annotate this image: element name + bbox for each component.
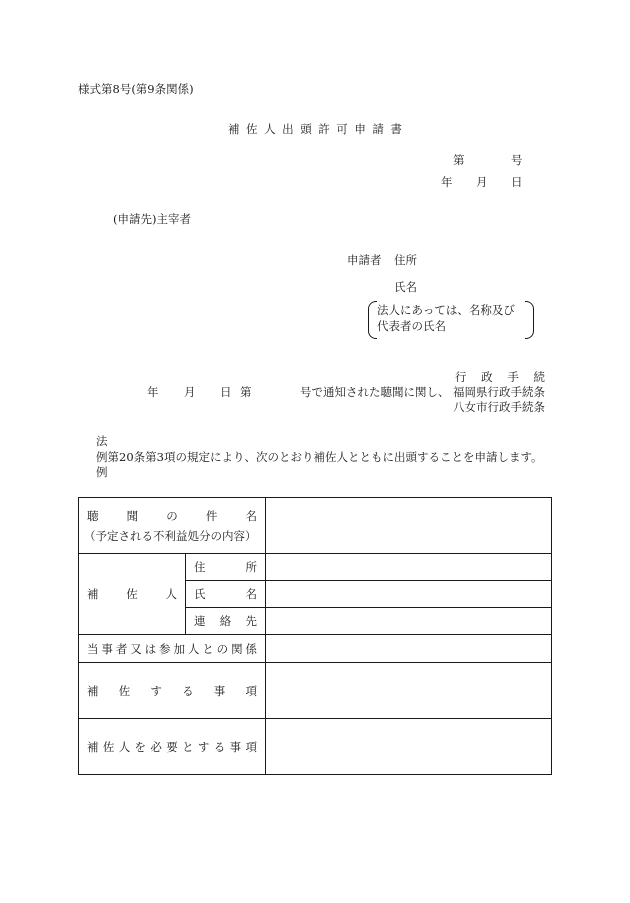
- label-char: 補: [87, 683, 99, 698]
- necessity-value-cell[interactable]: [266, 719, 552, 775]
- relation-value-cell[interactable]: [266, 635, 552, 663]
- contact-label: [194, 613, 257, 629]
- label-char: 名: [245, 587, 257, 601]
- law-yame: 八女市行政手続条: [453, 400, 545, 414]
- label-char: 件: [205, 508, 218, 523]
- label-char: 項: [245, 739, 257, 754]
- date-day: 日: [511, 175, 523, 189]
- table-row: [79, 719, 552, 775]
- label-char: の: [166, 508, 178, 523]
- label-char: 事: [101, 641, 113, 656]
- title-char: 可: [336, 122, 348, 136]
- label-char: 住: [194, 560, 206, 574]
- name-value-cell[interactable]: [266, 581, 552, 608]
- label-char: 必: [150, 739, 162, 754]
- table-row: [79, 498, 552, 554]
- law-char: 行: [455, 370, 467, 384]
- label-char: 参: [159, 641, 171, 656]
- label-char: す: [197, 739, 210, 754]
- law-fukuoka: 福岡県行政手続条: [453, 385, 545, 399]
- label-char: 人: [165, 587, 177, 601]
- label-char: 名: [245, 508, 257, 523]
- table-row: [79, 554, 552, 581]
- title-char: 佐: [246, 122, 258, 136]
- number-dai: 第: [453, 153, 465, 167]
- name-label: [194, 586, 257, 602]
- notice-dai: 第: [240, 385, 252, 399]
- label-char: 氏: [194, 587, 206, 601]
- address-label-cell: [186, 554, 266, 581]
- label-char: す: [150, 683, 162, 698]
- body-line-ho: 法: [96, 434, 108, 448]
- hearing-sublabel: （予定される不利益処分の内容）: [84, 528, 257, 543]
- contact-value-cell[interactable]: [266, 608, 552, 635]
- contact-label-cell: [186, 608, 266, 635]
- label-char: 佐: [118, 683, 131, 698]
- matters-label: [87, 683, 257, 699]
- label-char: 当: [87, 641, 99, 656]
- label-char: る: [182, 683, 194, 698]
- label-char: 所: [245, 560, 257, 574]
- body-line-rei: 例: [96, 465, 108, 479]
- matters-value-cell[interactable]: [266, 663, 552, 719]
- number-go: 号: [511, 153, 523, 167]
- label-char: 人: [118, 739, 131, 754]
- label-char: と: [202, 641, 214, 656]
- label-char: 連: [194, 614, 206, 628]
- table-row: [79, 635, 552, 663]
- assistant-label: [87, 586, 177, 602]
- title-char: 許: [318, 122, 330, 136]
- applicant-name-label: 氏名: [394, 280, 417, 294]
- label-char: 加: [173, 641, 185, 656]
- label-char: 人: [187, 641, 200, 656]
- relation-label: [87, 641, 257, 657]
- title-char: 頭: [300, 122, 312, 136]
- applicant-address-label: 住所: [394, 253, 417, 267]
- assistant-label-cell: [79, 554, 186, 635]
- name-label-cell: [186, 581, 266, 608]
- title-char: 書: [390, 122, 402, 136]
- relation-label-cell: [79, 635, 266, 663]
- title-char: 申: [354, 122, 366, 136]
- label-char: 事: [213, 683, 226, 698]
- form-number: 様式第8号(第9条関係): [78, 82, 194, 96]
- label-char: は: [144, 641, 157, 656]
- law-gyosei-tetsuzuki: [455, 372, 545, 384]
- date-year: 年: [441, 175, 453, 189]
- law-char: 政: [481, 370, 493, 384]
- label-char: 係: [245, 641, 257, 656]
- address-label: [194, 559, 257, 575]
- label-char: を: [134, 739, 147, 754]
- title-char: 補: [228, 122, 240, 136]
- label-char: 絡: [219, 614, 232, 628]
- addressee: (申請先)主宰者: [113, 212, 191, 226]
- applicant-note-line2: 代表者の氏名: [377, 319, 446, 333]
- label-char: 又: [130, 641, 142, 656]
- document-title: [228, 124, 402, 136]
- label-char: 事: [229, 739, 242, 754]
- label-char: 補: [87, 739, 99, 754]
- hearing-label-cell: [79, 498, 266, 554]
- label-char: 先: [245, 614, 257, 628]
- label-char: る: [213, 739, 226, 754]
- label-char: 佐: [102, 739, 115, 754]
- notice-month: 月: [184, 385, 196, 399]
- hearing-value-cell[interactable]: [266, 498, 552, 554]
- law-char: 続: [533, 370, 545, 384]
- label-char: 佐: [126, 587, 138, 601]
- notice-day: 日: [220, 385, 232, 399]
- applicant-note-line1: 法人にあっては、名称及び: [377, 303, 515, 317]
- hearing-label: [87, 508, 257, 524]
- necessity-label-cell: [79, 719, 266, 775]
- law-char: 手: [507, 370, 519, 384]
- body-main-text: 例第20条第3項の規定により、次のとおり補佐人とともに出頭することを申請します。: [96, 450, 543, 464]
- address-value-cell[interactable]: [266, 554, 552, 581]
- label-char: 要: [166, 739, 178, 754]
- notice-year: 年: [147, 385, 159, 399]
- label-char: と: [182, 739, 194, 754]
- label-char: の: [216, 641, 229, 656]
- table-row: [79, 663, 552, 719]
- matters-label-cell: [79, 663, 266, 719]
- applicant-label: 申請者: [347, 253, 382, 267]
- title-char: 人: [264, 122, 276, 136]
- application-table: [78, 497, 552, 775]
- label-char: 者: [115, 641, 128, 656]
- label-char: 関: [231, 641, 243, 656]
- title-char: 請: [372, 122, 384, 136]
- label-char: 項: [245, 683, 257, 698]
- label-char: 聞: [126, 508, 139, 523]
- title-char: 出: [282, 122, 294, 136]
- label-char: 聴: [87, 508, 99, 523]
- notice-text: 号で通知された聴聞に関し、: [300, 385, 450, 399]
- necessity-label: [87, 739, 257, 755]
- date-month: 月: [476, 175, 488, 189]
- label-char: 補: [87, 587, 99, 601]
